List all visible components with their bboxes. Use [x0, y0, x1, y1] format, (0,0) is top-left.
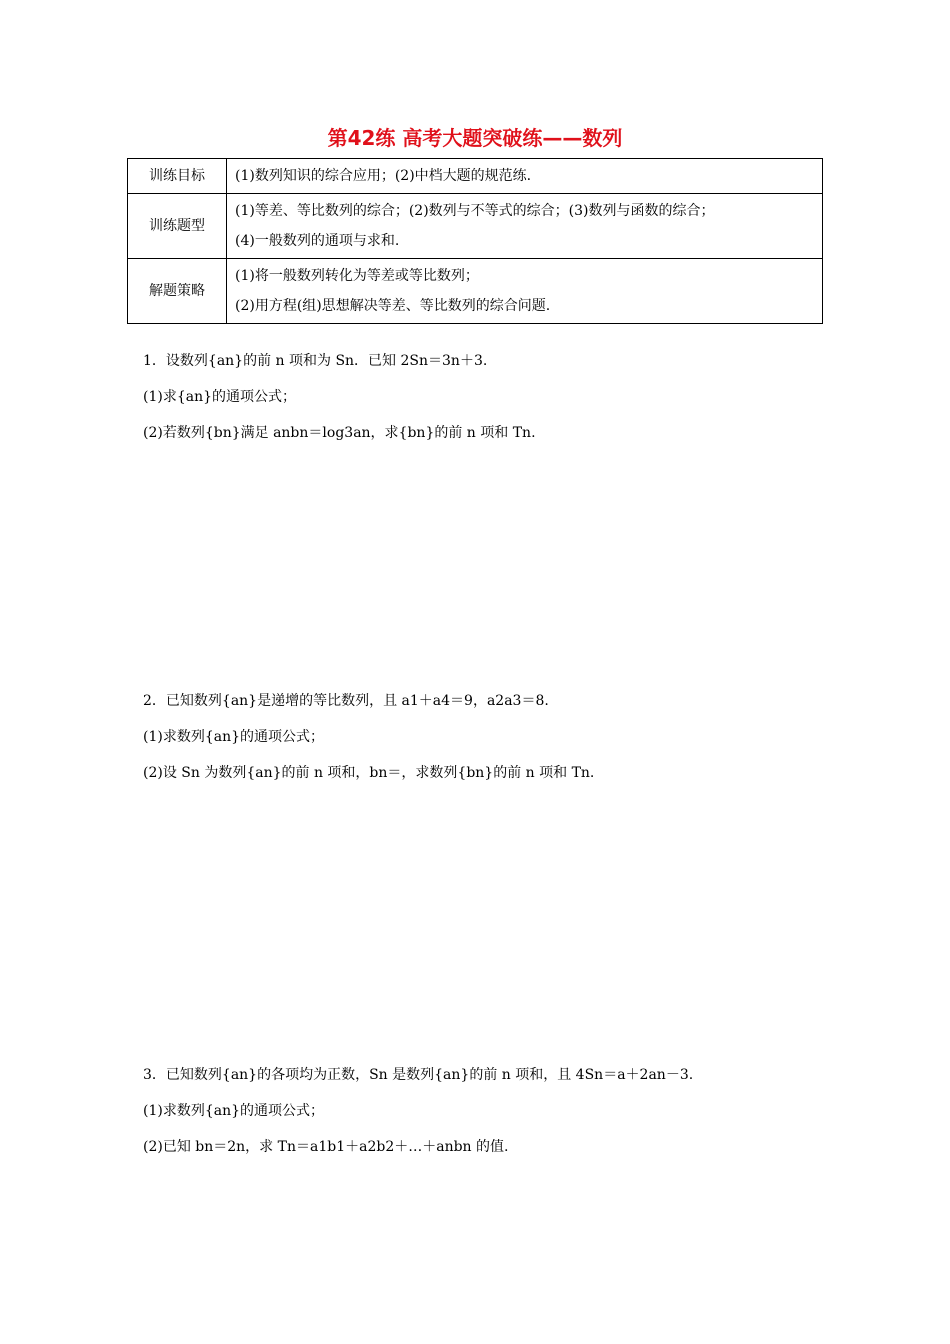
row-label: 训练目标 [128, 159, 227, 194]
row-line: (1)将一般数列转化为等差或等比数列； [235, 268, 479, 284]
row-content [227, 159, 823, 194]
row-line: (4)一般数列的通项与求和. [235, 233, 400, 249]
table-row [128, 259, 823, 324]
row-line: (2)用方程(组)思想解决等差、等比数列的综合问题. [235, 298, 551, 314]
problem-2-part-1: (1)求数列{an}的通项公式； [143, 729, 325, 745]
row-content [227, 259, 823, 324]
problem-2-statement: 2．已知数列{an}是递增的等比数列，且 a1＋a4＝9，a2a3＝8. [143, 693, 549, 709]
row-line: (1)等差、等比数列的综合；(2)数列与不等式的综合；(3)数列与函数的综合； [235, 203, 715, 219]
row-content [227, 194, 823, 259]
problem-3-statement: 3．已知数列{an}的各项均为正数，Sn 是数列{an}的前 n 项和，且 4Sn＝a＋2an－3. [143, 1067, 694, 1083]
row-label: 解题策略 [128, 259, 227, 324]
problem-1-statement: 1．设数列{an}的前 n 项和为 Sn．已知 2Sn＝3n＋3. [143, 353, 488, 369]
table-row [128, 159, 823, 194]
training-info-table [127, 158, 823, 324]
problem-1-part-1: (1)求{an}的通项公式； [143, 389, 297, 405]
row-line: (1)数列知识的综合应用；(2)中档大题的规范练. [235, 168, 532, 184]
problem-3-part-2: (2)已知 bn＝2n，求 Tn＝a1b1＋a2b2＋…＋anbn 的值. [143, 1139, 509, 1155]
problem-3-part-1: (1)求数列{an}的通项公式； [143, 1103, 325, 1119]
problem-2-part-2: (2)设 Sn 为数列{an}的前 n 项和，bn＝，求数列{bn}的前 n 项和 Tn. [143, 765, 595, 781]
problem-1-part-2: (2)若数列{bn}满足 anbn＝log3an，求{bn}的前 n 项和 Tn. [143, 425, 536, 441]
page-title: 第42练 高考大题突破练——数列 [327, 126, 623, 150]
table-row [128, 194, 823, 259]
row-label: 训练题型 [128, 194, 227, 259]
